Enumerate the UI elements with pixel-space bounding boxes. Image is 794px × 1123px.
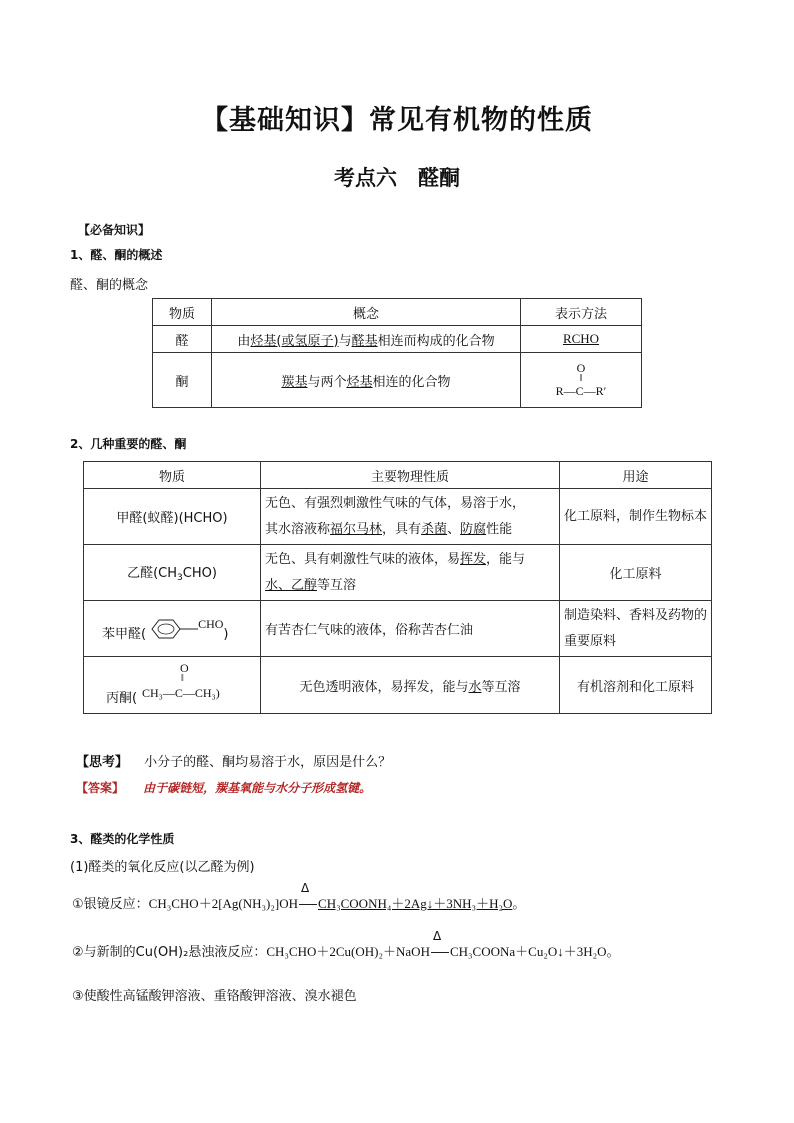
answer-label: 【答案】 — [76, 781, 125, 795]
page-subtitle: 考点六 醛酮 — [334, 166, 460, 190]
acetaldehyde-properties — [261, 545, 560, 601]
acetone-properties — [261, 657, 560, 714]
properties-table — [83, 461, 712, 714]
table-row — [153, 326, 642, 353]
underlined-term: 杀菌 — [421, 521, 448, 537]
table-row — [84, 601, 712, 657]
think-label: 【思考】 — [76, 755, 129, 770]
text-run: 苯甲醛( — [102, 627, 147, 642]
aldehyde-group: CHO — [198, 617, 224, 631]
text-line — [265, 573, 555, 599]
underlined-term: 醛基 — [351, 333, 378, 349]
th-substance: 物质 — [153, 299, 212, 326]
aldehyde-concept — [212, 326, 521, 353]
s3-sub1: (1)醛类的氧化反应(以乙醛为例) — [70, 860, 255, 875]
reaction-decolorize: ③使酸性高锰酸钾溶液、重铬酸钾溶液、溴水褪色 — [72, 989, 357, 1004]
text-run: 相连的化合物 — [372, 374, 451, 390]
s1-intro: 醛、酮的概念 — [70, 278, 149, 293]
heat-condition-icon: Δ — [432, 929, 442, 943]
text-run: 由 — [237, 333, 251, 349]
table-row — [84, 489, 712, 545]
text-run: 等互溶 — [481, 679, 521, 695]
th-uses: 用途 — [560, 462, 712, 489]
heat-arrow — [430, 929, 450, 960]
text-line — [265, 547, 555, 573]
underlined-term: 烃基 — [346, 374, 373, 390]
ketone-chain: R—C—R′ — [555, 383, 607, 398]
text-run: 。 — [512, 897, 526, 912]
text-run: 相连而构成的化合物 — [377, 333, 495, 349]
carbonyl-oxygen: O — [180, 661, 189, 675]
text-run: ，具有 — [382, 521, 422, 537]
carbonyl-oxygen: O — [576, 360, 586, 375]
reaction-lead: ①银镜反应： — [72, 897, 149, 912]
text-line — [265, 517, 555, 543]
text-run: ，能与 — [486, 551, 526, 567]
underlined-term: 水 — [468, 679, 482, 695]
underlined-term: 烃基(或氢原子) — [250, 333, 339, 349]
text-run: 等互溶 — [317, 577, 357, 593]
ketone-name: 酮 — [153, 353, 212, 408]
heat-condition-icon: Δ — [301, 881, 310, 895]
underlined-term: 挥发 — [460, 551, 487, 567]
section-label: 【必备知识】 — [78, 223, 151, 237]
reaction-rhs: CH₃COONa＋Cu₂O↓＋3H₂O — [449, 944, 607, 959]
reaction-lhs: CH₃CHO＋2[Ag(NH₃)₂]OH — [148, 896, 299, 911]
aldehyde-representation — [521, 326, 642, 353]
text-run: 与两个 — [307, 374, 347, 390]
text-run: 。 — [606, 945, 620, 960]
think-question: 小分子的醛、酮均易溶于水，原因是什么？ — [144, 755, 392, 770]
answer-text: 由于碳链短，羰基氧能与水分子形成氢键。 — [143, 781, 372, 795]
concept-table — [152, 298, 642, 408]
text-run: 与 — [338, 333, 352, 349]
underlined-term: 福尔马林 — [330, 521, 383, 537]
text-run: 乙醛(CH — [127, 566, 178, 581]
page-title: 【基础知识】常见有机物的性质 — [201, 105, 593, 136]
think-line — [76, 751, 391, 770]
table-header-row — [153, 299, 642, 326]
text-run: 无色、具有刺激性气味的液体，易 — [265, 551, 461, 567]
underlined-term: 防腐 — [460, 521, 487, 537]
formaldehyde-properties — [261, 489, 560, 545]
rcho-formula: RCHO — [562, 331, 600, 346]
acetone-structure — [106, 661, 256, 709]
benzaldehyde-use: 制造染料、香料及药物的重要原料 — [560, 601, 712, 657]
ketone-structural-formula — [521, 353, 642, 408]
acetone-name — [84, 657, 261, 714]
acetaldehyde-use: 化工原料 — [560, 545, 712, 601]
formaldehyde-name: 甲醛(蚁醛)(HCHO) — [84, 489, 261, 545]
aldehyde-name: 醛 — [153, 326, 212, 353]
text-line: 无色、有强烈刺激性气味的气体，易溶于水， — [265, 495, 526, 511]
table-row — [84, 657, 712, 714]
th-physical-properties: 主要物理性质 — [261, 462, 560, 489]
formaldehyde-use: 化工原料，制作生物标本 — [560, 489, 712, 545]
reaction-silver-mirror — [72, 881, 526, 912]
subscript: 3 — [177, 573, 183, 583]
s2-heading: 2、几种重要的醛、酮 — [70, 437, 187, 451]
acetone-chain: CH₃—C—CH₃) — [142, 686, 220, 700]
text-run: CHO) — [182, 566, 217, 581]
benzaldehyde-name — [84, 601, 261, 657]
text-run: 其水溶液称 — [265, 521, 331, 537]
reaction-rhs: CH₃COONH₄＋2Ag↓＋3NH₃＋H₂O — [318, 896, 513, 911]
underlined-term: 羰基 — [281, 374, 308, 390]
text-run: 、 — [447, 521, 461, 537]
reaction-lhs: CH₃CHO＋2Cu(OH)₂＋NaOH — [266, 944, 430, 959]
text-run: ) — [223, 627, 229, 642]
double-bond-mark: ‖ — [579, 372, 583, 384]
th-representation: 表示方法 — [521, 299, 642, 326]
heat-arrow — [298, 881, 318, 912]
reaction-lead: ②与新制的Cu(OH)₂悬浊液反应： — [72, 945, 267, 960]
double-bond-mark: ‖ — [181, 673, 184, 684]
table-header-row — [84, 462, 712, 489]
acetone-use: 有机溶剂和化工原料 — [560, 657, 712, 714]
text-run: 无色透明液体，易挥发，能与 — [299, 679, 469, 695]
table-row — [153, 353, 642, 408]
answer-line — [76, 777, 371, 796]
text-run: 丙酮( — [106, 691, 138, 706]
underlined-term: 水、乙醇 — [265, 577, 318, 593]
benzaldehyde-properties: 有苦杏仁气味的液体，俗称苦杏仁油 — [261, 601, 560, 657]
s1-heading: 1、醛、酮的概述 — [70, 248, 163, 262]
th-substance: 物质 — [84, 462, 261, 489]
benzene-ring-icon — [146, 616, 198, 642]
table-row — [84, 545, 712, 601]
ketone-concept — [212, 353, 521, 408]
text-run: 性能 — [486, 521, 513, 537]
reaction-copper-hydroxide — [72, 929, 620, 960]
acetaldehyde-name — [84, 545, 261, 601]
th-concept: 概念 — [212, 299, 521, 326]
s3-heading: 3、醛类的化学性质 — [70, 832, 175, 846]
